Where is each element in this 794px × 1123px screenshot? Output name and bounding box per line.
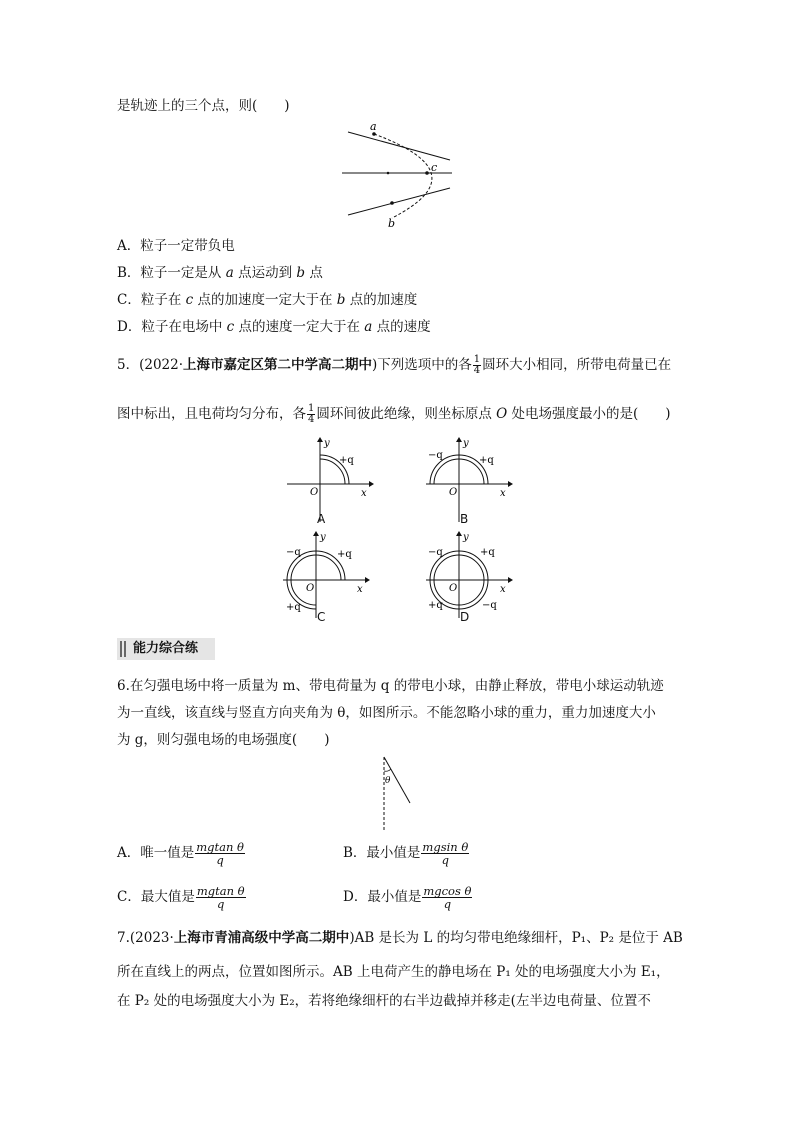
var: c [226, 319, 235, 335]
diagram-label-c: C [317, 610, 326, 624]
source-school: 上海市青浦高级中学高二期中 [173, 930, 350, 946]
frac-den: 4 [308, 414, 315, 425]
y-axis-label: y [320, 532, 326, 543]
var: a [225, 265, 234, 281]
label-b: b [388, 217, 396, 230]
option-letter: D． [117, 319, 142, 335]
q4-option-d[interactable] [117, 317, 431, 337]
origin-label: O [306, 583, 315, 594]
option-letter: C． [117, 292, 141, 308]
q6-option-c[interactable] [117, 880, 247, 914]
x-axis-label: x [500, 488, 506, 499]
origin-label: O [449, 487, 458, 498]
option-text: 点的速度 [372, 319, 431, 335]
origin-var: O [496, 406, 508, 422]
option-text: 点的加速度 [345, 292, 418, 308]
fraction-quarter [473, 355, 481, 377]
frac-den: q [216, 853, 224, 867]
frac-num: mgsin θ [422, 839, 469, 854]
section-title: 能力综合练 [133, 641, 199, 656]
q4-option-a[interactable] [117, 236, 235, 256]
var: c [185, 292, 194, 308]
q5-diagram-a[interactable] [285, 436, 375, 526]
q6-line-1: 6.在匀强电场中将一质量为 m、带电荷量为 q 的带电小球，由静止释放，带电小球运动轨迹 [117, 678, 664, 694]
label-c: c [431, 161, 438, 174]
question-number: 7. [117, 930, 130, 946]
var: a [364, 319, 373, 335]
option-text: 唯一值是 [140, 845, 195, 861]
point-c-dot [425, 171, 429, 175]
q5-diagram-b[interactable] [424, 436, 514, 526]
charge-label: +q [480, 547, 495, 558]
q5-diagram-c[interactable] [281, 530, 371, 620]
q5-text: 圆环间彼此绝缘，则坐标原点 [316, 406, 497, 422]
option-letter: B． [343, 845, 367, 861]
q4-trajectory-figure [330, 120, 470, 232]
q4-option-b[interactable] [117, 263, 323, 283]
q6-option-d[interactable] [343, 880, 473, 914]
option-text: 最大值是 [140, 889, 195, 905]
diagram-label-d: D [460, 610, 470, 624]
source: (2023· [129, 930, 174, 946]
charge-label: +q [339, 455, 354, 466]
x-axis-label: x [500, 584, 506, 595]
option-text: 最小值是 [367, 889, 422, 905]
y-axis-label: y [324, 438, 330, 449]
frac-num: 1 [473, 353, 481, 365]
formula-fraction [421, 841, 469, 866]
x-axis-label: x [357, 584, 363, 595]
q5-text: 图中标出，且电荷均匀分布，各 [117, 406, 306, 422]
x-axis-label: x [361, 488, 367, 499]
frac-num: 1 [308, 402, 315, 414]
y-axis-label: y [463, 532, 469, 543]
q7-line-1 [117, 928, 683, 948]
option-text: 最小值是 [366, 845, 421, 861]
section-header [117, 638, 215, 660]
charge-label: −q [428, 450, 443, 461]
charge-label: +q [479, 455, 494, 466]
point-b-dot [390, 201, 394, 205]
charge-label: +q [286, 602, 301, 613]
option-letter: A． [117, 238, 141, 254]
option-text: 点 [305, 265, 323, 281]
option-text: 粒子在电场中 [141, 319, 227, 335]
charge-label: −q [286, 547, 301, 558]
fraction-quarter [307, 404, 315, 426]
source: ) [372, 357, 378, 373]
option-text: 点的加速度一定大于在 [193, 292, 337, 308]
formula-fraction [195, 841, 245, 866]
option-text: 粒子一定是从 [140, 265, 226, 281]
frac-den: 4 [473, 365, 481, 376]
frac-num: mgcos θ [423, 883, 472, 898]
y-axis-label: y [463, 438, 469, 449]
option-letter: B． [117, 265, 141, 281]
option-letter: D． [343, 889, 368, 905]
angle-label: θ [385, 776, 391, 786]
option-text: 点的速度一定大于在 [234, 319, 365, 335]
var: b [336, 292, 346, 308]
q5-line-1 [117, 352, 671, 378]
source: ) [349, 930, 355, 946]
option-letter: A． [117, 845, 141, 861]
label-a: a [370, 120, 377, 133]
diagram-label-a: A [317, 512, 326, 526]
q7-line-2: 所在直线上的两点，位置如图所示。AB 上电荷产生的静电场在 P₁ 处的电场强度大小为 E₁， [117, 964, 670, 980]
var: b [296, 265, 306, 281]
center-dot [387, 172, 390, 175]
field-line-upper [348, 132, 450, 160]
q6-option-b[interactable] [343, 836, 470, 870]
question-number: 5． [117, 357, 140, 373]
q5-line-2 [117, 401, 671, 427]
field-line-lower [348, 188, 450, 215]
option-text: 粒子一定带负电 [140, 238, 235, 254]
q5-text: 处电场强度最小的是( ) [507, 406, 671, 422]
frac-num: mgtan θ [196, 883, 245, 898]
source: (2022· [139, 357, 184, 373]
q7-line-3: 在 P₂ 处的电场强度大小为 E₂，若将绝缘细杆的右半边截掉并移走(左半边电荷量、位置不 [117, 993, 651, 1009]
charge-label: +q [337, 549, 352, 560]
q5-text: 圆环大小相同，所带电荷量已在 [482, 357, 672, 373]
q6-line-3: 为 g，则匀强电场的电场强度( ) [117, 732, 330, 748]
q5-text: 下列选项中的各 [377, 357, 472, 373]
option-letter: C． [117, 889, 141, 905]
source-school: 上海市嘉定区第二中学高二期中 [183, 357, 373, 373]
q6-line-2: 为一直线，该直线与竖直方向夹角为 θ，如图所示。不能忽略小球的重力，重力加速度大小 [117, 705, 656, 721]
q6-option-a[interactable] [117, 836, 246, 870]
section-bars-icon [120, 641, 126, 657]
q6-angle-figure [376, 755, 416, 833]
origin-label: O [449, 583, 458, 594]
q4-option-c[interactable] [117, 290, 417, 310]
charge-label: +q [428, 600, 443, 611]
q7-text: AB 是长为 L 的均匀带电绝缘细杆，P₁、P₂ 是位于 AB [354, 930, 683, 946]
frac-den: q [443, 897, 452, 911]
frac-den: q [217, 897, 225, 911]
frac-den: q [441, 853, 450, 867]
charge-label: −q [482, 600, 497, 611]
formula-fraction [196, 885, 246, 910]
frac-num: mgtan θ [196, 839, 244, 854]
option-text: 点运动到 [233, 265, 297, 281]
q4-intro: 是轨迹上的三个点，则( ) [117, 98, 290, 114]
charge-label: −q [428, 547, 443, 558]
q5-diagram-d[interactable] [424, 530, 514, 620]
formula-fraction [422, 885, 472, 910]
option-text: 粒子在 [140, 292, 186, 308]
diagram-label-b: B [460, 512, 469, 526]
origin-label: O [310, 487, 319, 498]
